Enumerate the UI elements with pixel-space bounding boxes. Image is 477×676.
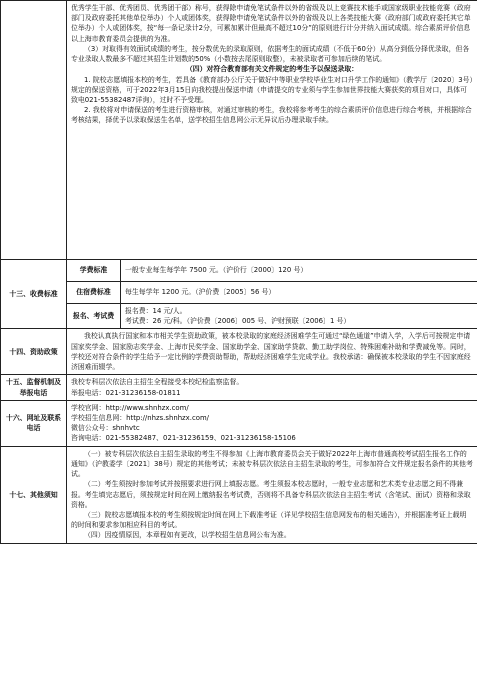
exam-fee-cell xyxy=(121,304,477,329)
continuation-label-cell xyxy=(1,1,67,260)
lodging-text: 每生每学年 1200 元。（沪价费〔2005〕56 号） xyxy=(121,282,477,304)
exam-fee-line-2: 考试费：26 元/科。（沪价费〔2006〕005 号、沪财预联〔2006〕1 号） xyxy=(125,317,351,326)
other-notes-row xyxy=(1,446,477,543)
supervision-row xyxy=(1,375,477,400)
continuation-paragraph-4: 2. 我校将对申请保送的考生进行资格审核，对通过审核的考生，我校将参考考生的综合素质评价信息进行综合考核，并根据综合考核结果，择优予以录取保送生名单，送学校招生信息网公示无异议后办理录取手续。 xyxy=(71,106,472,125)
lodging-label: 住宿费标准 xyxy=(67,282,121,304)
other-notes-content-cell xyxy=(67,446,477,543)
supervision-line-1: 我校专科层次依法自主招生全程接受本校纪检监察监督。 xyxy=(71,378,244,387)
tuition-label: 学费标准 xyxy=(67,260,121,282)
other-notes-paragraph-1: （一）被专科层次依法自主招生录取的考生不得参加《上海市教育委员会关于做好2022年上海市普通高校考试招生报名工作的通知》（沪教委学〔2021〕38号）规定的其他考试；未被专科层次依法自主招生录取的考生，可参加符合文件规定报名条件的其他考试。 xyxy=(71,449,473,479)
school-website-line: 学校官网：http://www.shnhzx.com/ xyxy=(71,403,189,412)
supervision-content-cell xyxy=(67,375,477,400)
continuation-content-cell xyxy=(67,1,477,260)
continuation-heading: （四）对符合教育部有关文件规定的考生予以保送录取： xyxy=(185,65,359,74)
continuation-paragraph-1: 优秀学生干部、优秀团员、优秀团干部）称号，获得除申请免笔试条件以外的省级及以上竞赛技术能手或国家级职业技能竞赛（政府部门及政府委托其他单位举办）个人或团体奖，获得除申请免笔试条件以外的省级及以上各类技能大赛（政府部门或政府委托其它单位举办）个人或团体奖，按“每一条记录计2分，可累加累计但最高不超过10分”的原则进行计分并纳入面试成绩。综合素质评价信息以上海市教育委员会提供的为准。 xyxy=(71,4,471,43)
aid-row xyxy=(1,329,477,375)
contact-section-label: 十六、网址及联系电话 xyxy=(1,400,67,446)
exam-fee-line-1: 报名费：14 元/人。 xyxy=(125,307,187,315)
aid-content-cell xyxy=(67,329,477,375)
continuation-row xyxy=(1,1,477,260)
fees-section-label: 十三、收费标准 xyxy=(1,260,67,329)
continuation-paragraph-2: （3）对取得有效面试成绩的考生，按分数优先的录取原则，依据考生的面试成绩（不低于60分）从高分到低分择优录取，但各专业录取人数最多不超过其招生计划数的50%（小数按去尾原则取整），未被录取者可参加后续的笔试。 xyxy=(71,44,470,64)
supervision-line-2: 举报电话：021-31236158-01811 xyxy=(71,388,181,397)
fees-row-lodging xyxy=(1,282,477,304)
admissions-website-line: 学校招生信息网：http://nhzs.shnhzx.com/ xyxy=(71,413,209,422)
tuition-text: 一般专业每生每学年 7500 元。（沪价行〔2000〕120 号） xyxy=(121,260,477,282)
fees-row-exam xyxy=(1,304,477,329)
continuation-paragraph-3: 1. 院校志愿填报本校的考生，若具备《教育部办公厅关于做好中等职业学校毕业生对口升学工作的通知》（教学厅〔2020〕3号）规定的保送资格，可于2022年3月15日向我校提出保送申请（申请提交的专业须与学生参加世界技能大赛获奖的项目对口，具体可致电021-55382487详询），过时不予受理。 xyxy=(71,75,473,104)
other-notes-paragraph-4: （四）因疫情原因，本章程如有更改，以学校招生信息网公布为准。 xyxy=(84,531,291,540)
other-notes-paragraph-3: （三）院校志愿填报本校的考生须按规定时间在网上下载准考证（详见学校招生信息网发布的相关通告），并根据准考证上载明的时间和要求参加相应科目的考试。 xyxy=(71,510,467,530)
other-notes-section-label: 十七、其他须知 xyxy=(1,446,67,543)
supervision-section-label: 十五、监督机制及举报电话 xyxy=(1,375,67,400)
other-notes-paragraph-2: （二）考生须按时参加考试并按照要求进行网上填报志愿。考生须报本校志愿时，一般专业志愿和艺术类专业志愿之间不得兼报。考生填完志愿后，须按规定时间在网上缴纳报名考试费，否则将不具备专科层次依法自主招生考试（含笔试、面试）资格和录取资格。 xyxy=(71,480,471,509)
fees-row-tuition xyxy=(1,260,477,282)
wechat-account-line: 微信公众号：shnhvtc xyxy=(71,424,140,433)
aid-section-label: 十四、资助政策 xyxy=(1,329,67,375)
aid-paragraph: 我校认真执行国家和本市相关学生资助政策，被本校录取的家庭经济困难学生可通过“绿色通道”申请入学，入学后可按规定申请国家奖学金、国家励志奖学金、上海市民奖学金、国家助学金、国家助学贷款、勤工助学岗位、特殊困难补助和学费减免等。同时，学校还对符合条件的学生给予一定比例的学费资助帮助，帮助经济困难学生完成学业。我校承诺：确保被本校录取的学生不因家庭经济困难而辍学。 xyxy=(71,332,471,372)
contact-row xyxy=(1,400,477,446)
contact-content-cell xyxy=(67,400,477,446)
exam-fee-label: 报名、考试费 xyxy=(67,304,121,329)
consult-phone-line: 咨询电话：021-55382487、021-31236159、021-31236158-15106 xyxy=(71,434,296,443)
